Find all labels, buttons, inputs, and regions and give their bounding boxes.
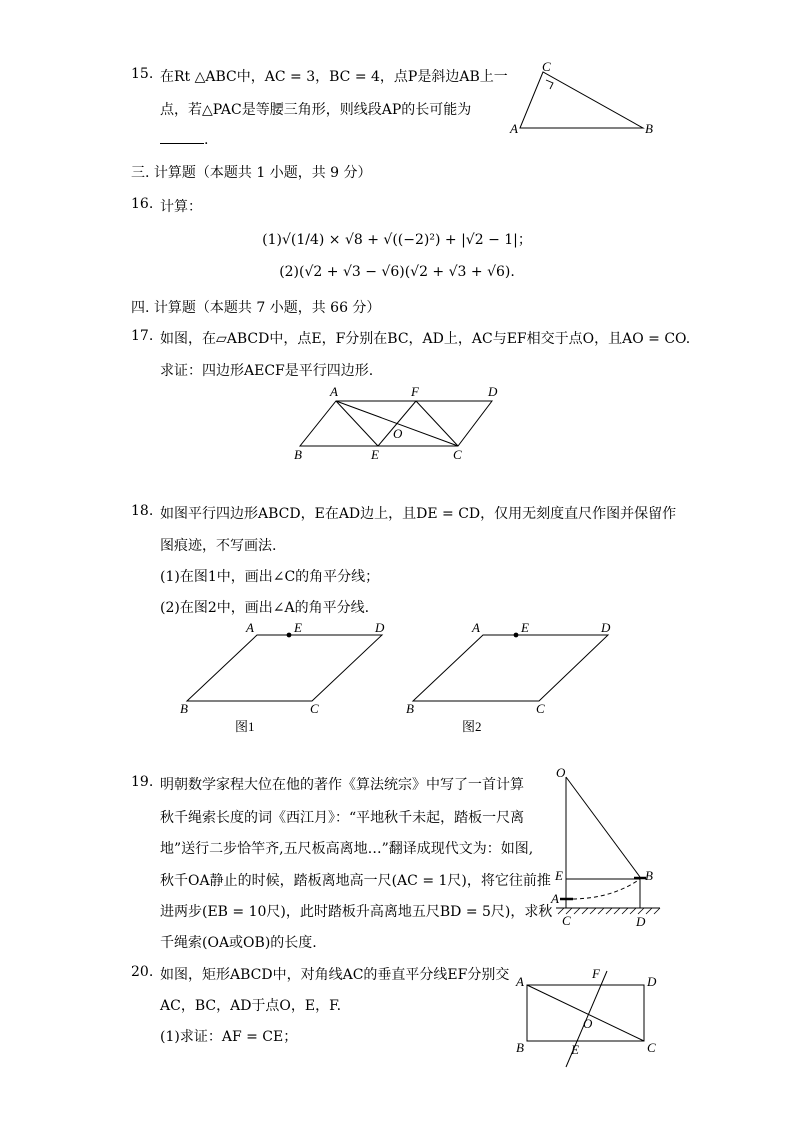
label-b: B	[406, 701, 414, 716]
label-a: A	[516, 974, 524, 989]
q16-expr1: (1)√(1/4) × √8 + √((−2)²) + |√2 − 1|；	[262, 232, 532, 248]
q20-sub1: (1)求证：AF = CE；	[160, 1029, 298, 1045]
label-f: F	[411, 384, 419, 399]
label-e: E	[294, 620, 302, 635]
label-o: O	[583, 1016, 593, 1031]
q15-number: 15.	[131, 66, 154, 82]
section4-title: 四. 计算题（本题共 7 小题，共 66 分）	[131, 300, 381, 316]
fig2-caption: 图2	[462, 719, 482, 734]
label-c: C	[562, 913, 571, 928]
q17-line2: 求证：四边形AECF是平行四边形.	[160, 363, 374, 379]
q19-number: 19.	[131, 774, 154, 790]
q18-number: 18.	[131, 503, 154, 519]
q16-intro: 计算：	[160, 199, 202, 215]
label-d: D	[636, 914, 646, 929]
label-a: A	[551, 891, 559, 906]
label-a: A	[472, 620, 480, 635]
q20-line2: AC，BC，AD于点O，E，F.	[160, 998, 342, 1014]
diagonal-ac	[527, 985, 644, 1041]
label-c: C	[536, 701, 545, 716]
label-a: A	[330, 384, 338, 399]
label-c: C	[542, 59, 551, 74]
label-b: B	[180, 701, 188, 716]
label-b: B	[645, 121, 653, 136]
q17-line1: 如图，在▱ABCD中，点E，F分别在BC，AD上，AC与EF相交于点O，且AO = CO.	[160, 331, 691, 347]
q19-line6: 千绳索(OA或OB)的长度.	[160, 935, 317, 951]
q18-sub2: (2)在图2中，画出∠A的角平分线.	[160, 600, 370, 616]
label-b: B	[516, 1040, 524, 1055]
label-c: C	[647, 1040, 656, 1055]
label-e: E	[371, 447, 379, 462]
q15-line3-end: .	[204, 132, 209, 148]
label-c: C	[453, 447, 462, 462]
section3-title: 三. 计算题（本题共 1 小题，共 9 分）	[131, 165, 372, 181]
q16-expr2: (2)(√2 + √3 − √6)(√2 + √3 + √6).	[279, 264, 515, 280]
q20-line1: 如图，矩形ABCD中，对角线AC的垂直平分线EF分别交	[160, 967, 510, 983]
label-o: O	[393, 426, 403, 441]
label-f: F	[592, 966, 600, 981]
label-d: D	[647, 974, 657, 989]
q19-line2: 秋千绳索长度的词《西江月》：“平地秋千未起，踏板一尺离	[160, 810, 525, 826]
fig1-caption: 图1	[235, 719, 255, 734]
label-d: D	[601, 620, 611, 635]
label-e: E	[571, 1042, 579, 1057]
label-d: D	[488, 384, 498, 399]
q18-sub1: (1)在图1中，画出∠C的角平分线；	[160, 569, 380, 585]
q18-line1: 如图平行四边形ABCD，E在AD边上，且DE = CD，仅用无刻度直尺作图并保留作	[160, 506, 677, 522]
q19-line3: 地”送行二步恰竿齐,五尺板高离地…”翻译成现代文为：如图,	[160, 841, 534, 857]
q15-line1: 在Rt △ABC中，AC = 3，BC = 4，点P是斜边AB上一	[160, 69, 508, 85]
label-o: O	[556, 765, 566, 780]
label-b: B	[294, 447, 302, 462]
label-a: A	[510, 121, 518, 136]
q16-number: 16.	[131, 196, 154, 212]
label-c: C	[310, 701, 319, 716]
label-b: B	[645, 868, 653, 883]
q17-number: 17.	[131, 328, 154, 344]
q19-line5: 进两步(EB = 10尺)，此时踏板升高离地五尺BD = 5尺)，求秋	[160, 904, 553, 920]
q15-line2: 点，若△PAC是等腰三角形，则线段AP的长可能为	[160, 102, 472, 118]
q19-line1: 明朝数学家程大位在他的著作《算法统宗》中写了一首计算	[160, 777, 524, 793]
q20-number: 20.	[131, 964, 154, 980]
label-a: A	[246, 620, 254, 635]
label-e: E	[555, 868, 563, 883]
q19-line4: 秋千OA静止的时候，踏板离地高一尺(AC = 1尺)，将它往前推	[160, 873, 551, 889]
label-e: E	[521, 620, 529, 635]
label-d: D	[375, 620, 385, 635]
q18-line2: 图痕迹，不写画法.	[160, 538, 277, 554]
